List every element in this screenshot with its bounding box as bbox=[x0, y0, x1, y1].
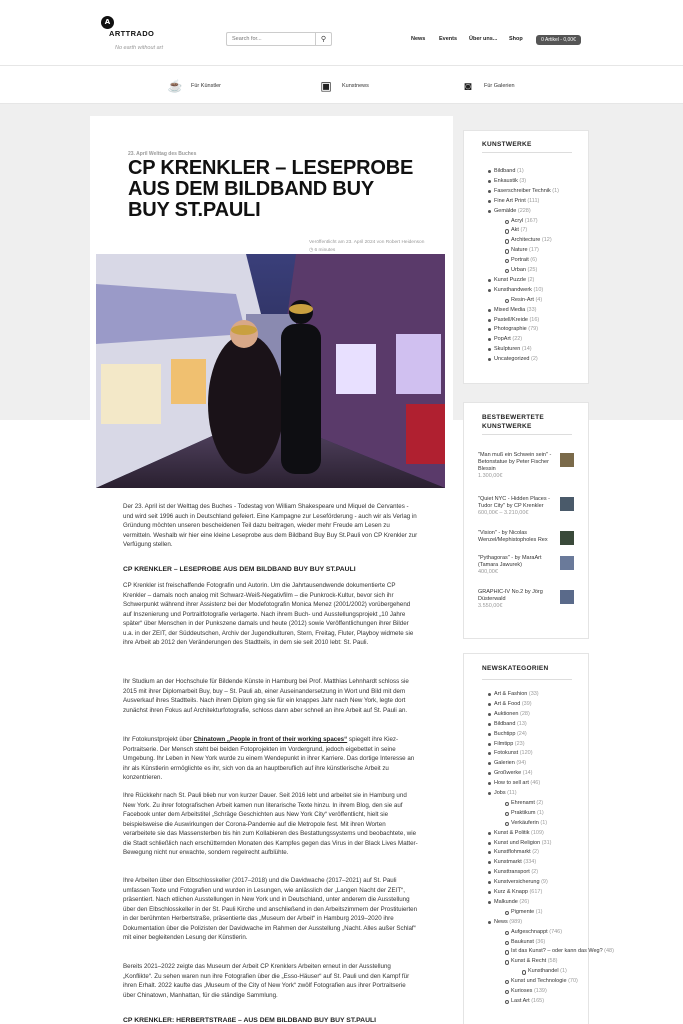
kunstwerke-item[interactable] bbox=[494, 307, 537, 313]
kunstwerke-item-label: Kunst Puzzle bbox=[494, 276, 527, 283]
news-item[interactable] bbox=[511, 909, 543, 915]
news-item-count: (746) bbox=[549, 928, 563, 935]
news-item-count: (2) bbox=[531, 869, 539, 876]
kunstwerke-item-label: PopArt bbox=[494, 336, 511, 343]
top-header bbox=[0, 0, 683, 66]
kunstwerke-item-count: (2) bbox=[527, 276, 535, 283]
kunstwerke-item[interactable] bbox=[494, 208, 531, 214]
news-item[interactable] bbox=[494, 711, 530, 717]
kunstwerke-item[interactable] bbox=[511, 247, 539, 253]
news-item[interactable] bbox=[511, 820, 547, 826]
nav-events[interactable]: Events bbox=[439, 36, 458, 42]
bestbewertete-item-price: 1.300,00€ bbox=[478, 473, 503, 479]
bestbewertete-item[interactable] bbox=[478, 589, 558, 610]
kunstwerke-item-count: (111) bbox=[527, 197, 540, 204]
sub-navigation bbox=[0, 66, 683, 104]
news-item-count: (24) bbox=[516, 730, 527, 737]
backpack-icon: ▣ bbox=[320, 78, 332, 93]
camera-icon: ◙ bbox=[464, 78, 472, 93]
news-item-label: Kunst & Recht bbox=[511, 958, 547, 965]
kunstwerke-item-count: (14) bbox=[521, 346, 532, 353]
kunstwerke-item[interactable] bbox=[494, 287, 543, 293]
bestbewertete-item[interactable] bbox=[478, 496, 558, 517]
news-item[interactable] bbox=[494, 780, 540, 786]
article-title: CP KRENKLER – LESEPROBE AUS DEM BILDBAND BUY BUY ST.PAULI bbox=[128, 157, 414, 221]
news-item-label: News bbox=[494, 918, 508, 925]
subnav-galerien[interactable] bbox=[460, 78, 515, 94]
kunstwerke-item-count: (79) bbox=[528, 326, 539, 333]
kunstwerke-item-count: (17) bbox=[529, 247, 539, 254]
kunstwerke-item[interactable] bbox=[511, 218, 538, 224]
kunstwerke-item-label: Gemälde bbox=[494, 207, 517, 214]
subnav-kunstnews-label: Kunstnews bbox=[342, 83, 369, 89]
news-item-label: Pigmente bbox=[511, 908, 535, 915]
news-item-count: (1) bbox=[540, 819, 548, 826]
news-item-count: (1) bbox=[560, 968, 567, 975]
news-item[interactable] bbox=[494, 790, 517, 796]
kunstwerke-item-label: Fine Art Print bbox=[494, 197, 526, 204]
kunstwerke-item-label: Mixed Media bbox=[494, 306, 526, 313]
news-item-count: (1) bbox=[535, 908, 543, 915]
kunstwerke-item-count: (7) bbox=[520, 227, 528, 234]
subnav-kuenstler[interactable] bbox=[167, 78, 221, 94]
logo-mark-icon: A bbox=[101, 16, 114, 29]
article-kicker[interactable]: 23. April Welttag des Buches bbox=[128, 151, 197, 157]
kunstwerke-item-count: (1) bbox=[516, 168, 524, 174]
bestbewertete-thumbnail[interactable] bbox=[560, 453, 574, 467]
news-item-label: Kurioses bbox=[511, 988, 533, 994]
kunstwerke-item[interactable] bbox=[494, 168, 524, 174]
kunstwerke-item-label: Bildband bbox=[494, 168, 516, 174]
news-item-label: Kunstmarkt bbox=[494, 859, 522, 866]
news-item-label: Kunsttransport bbox=[494, 869, 530, 876]
kunstwerke-item-count: (22) bbox=[512, 336, 523, 343]
news-item-label: Fotokunst bbox=[494, 750, 519, 757]
subnav-kuenstler-label: Für Künstler bbox=[191, 83, 221, 89]
search-input[interactable] bbox=[227, 33, 317, 45]
news-item-count: (94) bbox=[516, 760, 527, 767]
kunstwerke-item[interactable] bbox=[494, 326, 538, 332]
article-paragraph-6: Ihre Arbeiten über den Elbschlosskeller (2017–2018) und die Davidwache (2017–2021) auf St. Pauli umfassen Texte und Fotografien und wurden in Lesungen, wie anlässlich der „Langen Nacht der ZEIT“, präsentiert. Nach etlichen Ausstellungen in New York und in Deutschland, unter anderem die Ausstellung über den Elbschlosskeller in der St. Pauli Kirche und anschließend in den Arbeitszimmern der Prostituierten in der berühmten Herbertstraße, präsentierte das „Museum der Arbeit“ in Hamburg 2019–2020 ihre Dokumentation über die Polizisten der Davidwache im Rahmen der Ausstellung „Nacht. Alles außer Schlaf“ mit einer begleitenden Lesung der Künstlerin. bbox=[123, 877, 418, 941]
news-item-count: (1) bbox=[536, 809, 544, 816]
logo-name: ARTTRADO bbox=[109, 29, 155, 38]
news-item[interactable] bbox=[511, 978, 578, 984]
kunstwerke-item-label: Kunsthandwerk bbox=[494, 286, 532, 293]
news-item-count: (617) bbox=[529, 889, 543, 895]
news-item-label: Kunst & Politik bbox=[494, 829, 530, 836]
subnav-galerien-label: Für Galerien bbox=[484, 83, 515, 89]
news-item-count: (109) bbox=[531, 829, 544, 836]
news-item-label: Galerien bbox=[494, 760, 515, 767]
coffee-cup-icon: ☕ bbox=[167, 78, 183, 93]
news-item-count: (13) bbox=[516, 720, 527, 727]
article-paragraph-5: Ihre Rückkehr nach St. Pauli blieb nur von kurzer Dauer. Seit 2016 lebt und arbeitet sie in Hamburg und New York. Zu ihrer fotografischen Arbeit kamen nun literarische Texte hinzu. In ihrem Blog, den sie auf Facebook unter dem Arbeitstitel „Schräge Geschichten aus New York City“ veröffentlicht, hielt sie beispielsweise die Auswirkungen der Corona-Pandemie auf die Metropole fest. Mit ihren Worten verarbeitete sie das Massensterben bis hin zum Kollabieren des Bestattungssystems und beobachtete, wie die Stadt schließlich nach erschütternden Monaten des Kampfes gegen das Virus in der Black Lives Matter-Bewegung nicht nur erwachte, sondern regelrecht aufblühte. bbox=[123, 792, 418, 856]
news-item-count: (2) bbox=[536, 799, 544, 806]
kunstwerke-item[interactable] bbox=[494, 346, 532, 352]
kunstwerke-item-count: (10) bbox=[533, 286, 544, 293]
news-item-count: (989) bbox=[509, 918, 523, 925]
news-item[interactable] bbox=[511, 939, 545, 945]
news-item-label: Kunst und Religion bbox=[494, 839, 541, 846]
bestbewertete-item-title: "Vision" - by Nicolas Wenzel/Mephistopholes Rex bbox=[478, 530, 548, 543]
bestbewertete-item-title: "Quiet NYC - Hidden Places - Tudor City" by CP Krenkler bbox=[478, 496, 550, 509]
kunstwerke-item[interactable] bbox=[494, 317, 539, 323]
hero-image bbox=[96, 254, 445, 488]
kunstwerke-item[interactable] bbox=[511, 237, 552, 243]
article-heading-1: CP KRENKLER – LESEPROBE AUS DEM BILDBAND BUY BUY ST.PAULI bbox=[123, 566, 356, 573]
kunstwerke-item-count: (167) bbox=[524, 217, 538, 224]
bestbewertete-item[interactable] bbox=[478, 555, 558, 576]
news-item-label: Kunstflohmarkt bbox=[494, 849, 531, 856]
article-paragraph-4 bbox=[123, 735, 418, 783]
kunstwerke-item-count: (25) bbox=[527, 267, 538, 273]
news-item-count: (36) bbox=[535, 938, 546, 945]
reading-time-label: 6 minutes bbox=[314, 248, 336, 253]
kunstwerke-item-label: Faserschreiber Technik bbox=[494, 187, 551, 194]
kunstwerke-item-label: Uncategorized bbox=[494, 356, 530, 363]
news-item-label: Auktionen bbox=[494, 710, 519, 717]
kunstwerke-item[interactable] bbox=[511, 297, 542, 303]
kunstwerke-item-count: (4) bbox=[535, 296, 543, 303]
news-item-count: (165) bbox=[531, 997, 545, 1004]
bestbewertete-thumbnail[interactable] bbox=[560, 531, 574, 545]
subnav-kunstnews[interactable] bbox=[318, 78, 369, 94]
hero-photo-illustration bbox=[96, 254, 445, 488]
news-item-label: Filmtipp bbox=[494, 740, 514, 747]
news-item-label: Ehrenamt bbox=[511, 799, 535, 806]
search-icon[interactable]: ⚲ bbox=[315, 33, 331, 45]
p4-text-end: spiegelt ihre Kiez-Portraitserie. Der Mensch steht bei beiden Fotoprojekten im Vordergrund, jedoch eigebettet in seine Umgebung. Ihr Leben in New York wurde zu einem Wendepunkt in ihrer Karriere. Das dortige Interesse an ihr als Künstlerin ermöglichte es ihr, sich von da an hauptberuflich auf ihre künstlerische Arbeit zu konzentrieren. bbox=[123, 736, 415, 781]
kunstwerke-divider bbox=[482, 152, 572, 153]
news-item-label: Kunsthandel bbox=[528, 968, 559, 975]
news-item-label: Art & Food bbox=[494, 700, 521, 707]
kunstwerke-item[interactable] bbox=[511, 227, 527, 233]
news-item-label: Art & Fashion bbox=[494, 691, 528, 697]
news-item[interactable] bbox=[494, 879, 548, 885]
kunstwerke-item-count: (12) bbox=[541, 237, 552, 244]
news-item[interactable] bbox=[494, 731, 527, 737]
news-item[interactable] bbox=[511, 958, 557, 964]
news-item[interactable] bbox=[494, 919, 522, 925]
kunstwerke-item[interactable] bbox=[494, 198, 539, 204]
news-item-label: Großwerke bbox=[494, 770, 522, 777]
kunstwerke-item[interactable] bbox=[494, 188, 559, 194]
kunstwerke-item-count: (2) bbox=[531, 356, 538, 363]
news-item-label: How to sell art bbox=[494, 780, 529, 787]
news-item-label: Malkunde bbox=[494, 898, 518, 905]
kunstwerke-item-count: (16) bbox=[529, 316, 540, 323]
news-item[interactable] bbox=[511, 998, 544, 1004]
kunstwerke-item-label: Photographie bbox=[494, 326, 527, 333]
news-item[interactable] bbox=[494, 691, 539, 697]
news-item-count: (2) bbox=[532, 849, 539, 856]
news-item-label: Kunst und Technologie bbox=[511, 978, 567, 985]
kunstwerke-item[interactable] bbox=[511, 257, 537, 263]
kunstwerke-item[interactable] bbox=[511, 267, 537, 273]
news-item-count: (33) bbox=[528, 691, 539, 697]
news-item[interactable] bbox=[528, 968, 567, 974]
news-item[interactable] bbox=[511, 988, 547, 994]
kunstwerke-item-count: (3) bbox=[519, 177, 527, 184]
kunstwerke-item-count: (1) bbox=[552, 187, 560, 194]
news-item-count: (23) bbox=[514, 740, 525, 747]
bestbewertete-item-title: "Pythagoras" - by MaraArt (Tamara Jawurek) bbox=[478, 555, 542, 568]
kunstwerke-item-label: Enkaustik bbox=[494, 177, 518, 184]
news-item[interactable] bbox=[494, 830, 544, 836]
news-item-count: (70) bbox=[568, 978, 578, 985]
nav-news[interactable]: News bbox=[411, 36, 426, 42]
newskategorien-title: NEWSKATEGORIEN bbox=[482, 665, 549, 672]
news-item[interactable] bbox=[494, 770, 533, 776]
news-item[interactable] bbox=[494, 899, 529, 905]
bestbewertete-thumbnail[interactable] bbox=[560, 497, 574, 511]
search-box bbox=[226, 32, 332, 46]
kunstwerke-item[interactable] bbox=[494, 178, 526, 184]
news-item[interactable] bbox=[511, 948, 614, 954]
kunstwerke-item[interactable] bbox=[494, 277, 534, 283]
news-item-label: Verkäuferin bbox=[511, 819, 539, 826]
bestbewertete-thumbnail[interactable] bbox=[560, 590, 574, 604]
news-item[interactable] bbox=[511, 810, 544, 816]
news-item-count: (14) bbox=[522, 770, 533, 777]
news-item[interactable] bbox=[494, 889, 542, 895]
news-item[interactable] bbox=[494, 840, 551, 846]
news-item-count: (58) bbox=[547, 958, 558, 965]
article-paragraph-7: Bereits 2021–2022 zeigte das Museum der Arbeit CP Krenklers Arbeiten erneut in der Ausstellung „Konflikte“. Zu sehen waren nun ihre Fotografien über die „Esso-Häuser“ auf St. Pauli und den Kampf für ihren Erhalt. 2022 kaufte das „Museum of the City of New York“ zwölf Fotografien aus ihrer Portraitserie über Chinatown, Manhattan, für die ständige Sammlung. bbox=[123, 963, 410, 999]
news-item[interactable] bbox=[511, 800, 543, 806]
news-item[interactable] bbox=[494, 721, 527, 727]
logo-tagline: No earth without art bbox=[115, 45, 163, 51]
bestbewertete-item-price: 400,00€ bbox=[478, 569, 498, 575]
kunstwerke-item[interactable] bbox=[494, 336, 522, 342]
news-item-count: (11) bbox=[507, 790, 517, 796]
news-item-count: (31) bbox=[541, 839, 552, 846]
kunstwerke-item-label: Nature bbox=[511, 247, 528, 254]
news-item-label: Bildband bbox=[494, 720, 516, 727]
news-item-count: (46) bbox=[530, 780, 541, 787]
news-item-count: (139) bbox=[533, 988, 547, 994]
news-item-count: (9) bbox=[541, 879, 548, 886]
kunstwerke-item[interactable] bbox=[494, 356, 538, 362]
bestbewertete-divider bbox=[482, 434, 572, 435]
news-item[interactable] bbox=[494, 859, 536, 865]
kunstwerke-item-count: (33) bbox=[526, 306, 537, 313]
bestbewertete-item[interactable] bbox=[478, 452, 558, 480]
kunstwerke-item-label: Architecture bbox=[511, 237, 541, 244]
bestbewertete-item-title: GRAPHIC-IV No.2 by Jörg Düsterwald bbox=[478, 589, 543, 602]
chinatown-link[interactable]: Chinatown „People in front of their working spaces“ bbox=[193, 736, 348, 743]
bestbewertete-item[interactable] bbox=[478, 530, 558, 544]
kunstwerke-item-label: Pastell/Kreide bbox=[494, 316, 528, 323]
bestbewertete-item-title: "Man muß ein Schwein sein" - Betonstatue by Peter Fischer Blessin bbox=[478, 452, 552, 472]
kunstwerke-item-label: Portrait bbox=[511, 257, 529, 264]
news-item-count: (48) bbox=[604, 948, 614, 955]
bestbewertete-thumbnail[interactable] bbox=[560, 556, 574, 570]
news-item-label: Aufgeschnappt bbox=[511, 928, 548, 935]
news-item-label: Jobs bbox=[494, 790, 506, 796]
article-paragraph-2: CP Krenkler ist freischaffende Fotografin und Autorin. Um die Jahrtausendwende dokumentierte CP Krenkler – damals noch analog mit Schwarz-Weiß-Negativfilm – die Punkrock-Kultur, bevor sich ihr Schwerpunkt während ihrer Assistenz bei der Modefotografin Monica Menez (2001/2002) vorübergehend auf Inszenierung und Portraitfotografie verlagerte. Nach ihrem Buch- und Ausstellungsprojekt „10 Jahre später“ über Menschen in der Punkszene damals und heute (2012) sowie Veröffentlichungen ihrer Bilder u.a. in der ZEIT, der Süddeutschen, Archiv der Jugendkulturen, Stern, Freitag, Fluter, Playboy widmete sie ihre Arbeit ab 2012 den Veränderungen des Stadtteils, in dem sie seit 2010 lebt: St. Pauli. bbox=[123, 582, 414, 646]
widget-newskategorien bbox=[463, 653, 589, 1024]
kunstwerke-item-label: Skulpturen bbox=[494, 346, 521, 353]
kunstwerke-item-count: (6) bbox=[530, 257, 537, 264]
news-item[interactable] bbox=[494, 750, 533, 756]
news-item[interactable] bbox=[494, 869, 538, 875]
news-item-label: Last Art bbox=[511, 997, 530, 1004]
news-item-count: (28) bbox=[520, 710, 530, 717]
article-meta: Veröffentlicht am 23. April 2024 von Robert Heidenson bbox=[309, 240, 425, 245]
p4-text-start: Ihr Fotokunstprojekt über bbox=[123, 736, 194, 743]
newskategorien-divider bbox=[482, 679, 572, 680]
news-item-count: (26) bbox=[519, 898, 530, 905]
article-heading-2: CP KRENKLER: HERBERTSTRAßE – AUS DEM BILDBAND BUY BUY ST.PAULI bbox=[123, 1017, 377, 1024]
news-item-label: Baukunst bbox=[511, 938, 534, 945]
kunstwerke-item-label: Resin-Art bbox=[511, 296, 534, 303]
kunstwerke-item-count: (228) bbox=[517, 207, 531, 214]
news-item[interactable] bbox=[494, 701, 532, 707]
bestbewertete-item-price: 3.550,00€ bbox=[478, 603, 503, 609]
news-item-count: (39) bbox=[521, 700, 532, 707]
kunstwerke-title: KUNSTWERKE bbox=[482, 141, 532, 148]
bestbewertete-item-price: 600,00€ – 3.210,00€ bbox=[478, 510, 529, 516]
nav-shop[interactable]: Shop bbox=[509, 36, 523, 42]
news-item-count: (120) bbox=[519, 750, 533, 757]
news-item[interactable] bbox=[494, 849, 539, 855]
news-item-label: Kurz & Knapp bbox=[494, 889, 528, 895]
news-item[interactable] bbox=[494, 760, 526, 766]
bestbewertete-title: BESTBEWERTETE KUNSTWERKE bbox=[482, 414, 545, 430]
news-item-count: (334) bbox=[523, 859, 537, 866]
nav-about[interactable]: Über uns... bbox=[469, 36, 498, 42]
news-item-label: Kunstversicherung bbox=[494, 879, 540, 886]
cart-button[interactable]: 0 Artikel - 0,00€ bbox=[536, 35, 581, 45]
kunstwerke-item-label: Urban bbox=[511, 267, 526, 273]
article-paragraph-1: Der 23. April ist der Welttag des Buches - Todestag von William Shakespeare und Miquel de Cervantes - und wird seit 1996 auch in Deutschland gefeiert. Eine Kampagne zur Leseförderung - auch wir als Verlag in Gründung möchten unseren bescheidenen Teil dazu beitragen, wieder mehr Freude am Lesen zu vermitteln. Weshalb wir hier eine kleine Leseprobe aus dem Bildband Buy Buy St.Pauli von CP Krenkler zur Verfügung stellen. bbox=[123, 503, 418, 548]
kunstwerke-item-label: Acryl bbox=[511, 217, 524, 224]
news-item-label: Praktikum bbox=[511, 809, 536, 816]
news-item-label: Buchtipp bbox=[494, 730, 516, 737]
news-item[interactable] bbox=[511, 929, 562, 935]
news-item[interactable] bbox=[494, 741, 525, 747]
reading-time: ◷ 6 minutes bbox=[309, 248, 336, 253]
kunstwerke-item-label: Akt bbox=[511, 227, 519, 234]
news-item-label: Ist das Kunst? – oder kann das Weg? bbox=[511, 948, 603, 955]
article-paragraph-3: Ihr Studium an der Hochschule für Bildende Künste in Hamburg bei Prof. Matthias Lehnhardt schloss sie 2015 mit ihrer Diplomarbeit Buy, buy – St. Pauli ab, einer Auseinandersetzung in Wort und Bild mit dem Ausverkauf ihres Stadtteils. Nach ihrem Diplom ging sie für ein knappes Jahr nach New York, legte dort zunächst ihren Fokus auf Architekturfotografie, schloss dann aber schnell an ihre Arbeit auf St. Pauli an. bbox=[123, 678, 409, 714]
